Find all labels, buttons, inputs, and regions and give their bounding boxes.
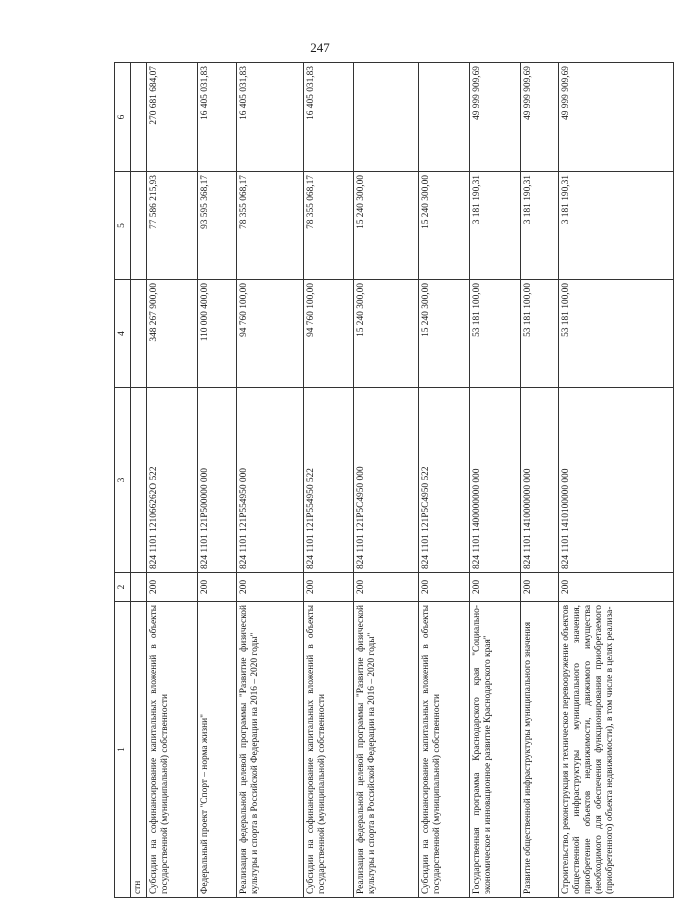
row-col6: 16 405 031,83 xyxy=(303,63,353,172)
row-col6 xyxy=(353,63,418,172)
table-row xyxy=(353,63,418,898)
row-code: 824 1101 1410100000 000 xyxy=(558,388,673,573)
row-col2: 200 xyxy=(146,573,197,602)
row-description: Развитие общественной инфраструктуры муниципального значения xyxy=(520,602,558,898)
row-col4: 94 760 100,00 xyxy=(303,280,353,388)
row-col4: 53 181 100,00 xyxy=(558,280,673,388)
row-col5: 78 355 068,17 xyxy=(236,172,303,280)
table-row xyxy=(469,63,520,898)
row-code: 824 1101 121P554950 000 xyxy=(236,388,303,573)
row-col6: 16 405 031,83 xyxy=(236,63,303,172)
row-description: Реализация федеральной целевой программы "Развитие физической культуры и спорта в Российской Федерации на 2016 – 2020 годы" xyxy=(236,602,303,898)
row-col4: 110 000 400,00 xyxy=(197,280,236,388)
table-cell xyxy=(131,573,147,602)
row-description: Государственная программа Краснодарского края "Социально-экономическое и инновационное развитие Краснодарского края" xyxy=(469,602,520,898)
row-col5: 77 586 215,93 xyxy=(146,172,197,280)
row-description: Реализация федеральной целевой программы "Развитие физической культуры и спорта в Российской Федерации на 2016 – 2020 годы" xyxy=(353,602,418,898)
table-row xyxy=(303,63,353,898)
column-header-6: 6 xyxy=(115,63,131,172)
row-col5: 93 595 368,17 xyxy=(197,172,236,280)
table-row xyxy=(146,63,197,898)
row-col5: 3 181 190,31 xyxy=(469,172,520,280)
row-col2: 200 xyxy=(520,573,558,602)
table-header-row xyxy=(115,63,131,898)
row-col6: 49 999 909,69 xyxy=(520,63,558,172)
row-code: 824 1101 121P5C4950 000 xyxy=(353,388,418,573)
row-col5: 15 240 300,00 xyxy=(418,172,469,280)
table-cell xyxy=(131,63,147,172)
row-code: 824 1101 121P5C4950 522 xyxy=(418,388,469,573)
row-description: Федеральный проект "Спорт – норма жизни" xyxy=(197,602,236,898)
row-description: Субсидии на софинансирование капитальных вложений в объекты государственной (муниципальной) собственности xyxy=(418,602,469,898)
row-description: Субсидии на софинансирование капитальных вложений в объекты государственной (муниципальной) собственности xyxy=(146,602,197,898)
row-col2: 200 xyxy=(469,573,520,602)
row-col2: 200 xyxy=(353,573,418,602)
row-code: 824 1101 1410000000 000 xyxy=(520,388,558,573)
row-code: 824 1101 121P554950 522 xyxy=(303,388,353,573)
row-col4: 53 181 100,00 xyxy=(469,280,520,388)
row-description: Строительство, реконструкция и техническое перевооружение объектов общественной инфраструктуры муниципального значения, приобретение объектов недвижимости, движимого имущества (необходимого для обеспечения функционирования приобретаемого (приобретенного) объекта недвижимости), в том числе в целях реализа- xyxy=(558,602,673,898)
table-row xyxy=(236,63,303,898)
budget-table xyxy=(114,62,674,898)
row-col6 xyxy=(418,63,469,172)
table-row xyxy=(558,63,673,898)
row-code: 824 1101 121066262O 522 xyxy=(146,388,197,573)
row-col5: 3 181 190,31 xyxy=(558,172,673,280)
row-col4: 348 267 900,00 xyxy=(146,280,197,388)
table-cell xyxy=(131,280,147,388)
table-cell xyxy=(131,388,147,573)
column-header-4: 4 xyxy=(115,280,131,388)
row-col4: 15 240 300,00 xyxy=(418,280,469,388)
column-header-3: 3 xyxy=(115,388,131,573)
row-col4: 15 240 300,00 xyxy=(353,280,418,388)
row-col2: 200 xyxy=(558,573,673,602)
table-row xyxy=(520,63,558,898)
column-header-2: 2 xyxy=(115,573,131,602)
row-col5: 3 181 190,31 xyxy=(520,172,558,280)
row-col6: 49 999 909,69 xyxy=(469,63,520,172)
rotated-table-wrapper xyxy=(114,63,615,898)
row-col2: 200 xyxy=(197,573,236,602)
row-col5: 15 240 300,00 xyxy=(353,172,418,280)
table-row xyxy=(418,63,469,898)
row-col6: 49 999 909,69 xyxy=(558,63,673,172)
column-header-1: 1 xyxy=(115,602,131,898)
continuation-row xyxy=(131,63,147,898)
row-code: 824 1101 1400000000 000 xyxy=(469,388,520,573)
continuation-text: стн xyxy=(131,602,147,898)
row-description: Субсидии на софинансирование капитальных вложений в объекты государственной (муниципальной) собственности xyxy=(303,602,353,898)
row-col4: 53 181 100,00 xyxy=(520,280,558,388)
row-col2: 200 xyxy=(303,573,353,602)
page-number: 247 xyxy=(310,40,330,55)
column-header-5: 5 xyxy=(115,172,131,280)
row-col2: 200 xyxy=(418,573,469,602)
row-col2: 200 xyxy=(236,573,303,602)
row-code: 824 1101 121P500000 000 xyxy=(197,388,236,573)
row-col5: 78 355 068,17 xyxy=(303,172,353,280)
table-cell xyxy=(131,172,147,280)
row-col6: 16 405 031,83 xyxy=(197,63,236,172)
row-col4: 94 760 100,00 xyxy=(236,280,303,388)
table-frame xyxy=(114,63,615,898)
table-row xyxy=(197,63,236,898)
row-col6: 270 681 684,07 xyxy=(146,63,197,172)
